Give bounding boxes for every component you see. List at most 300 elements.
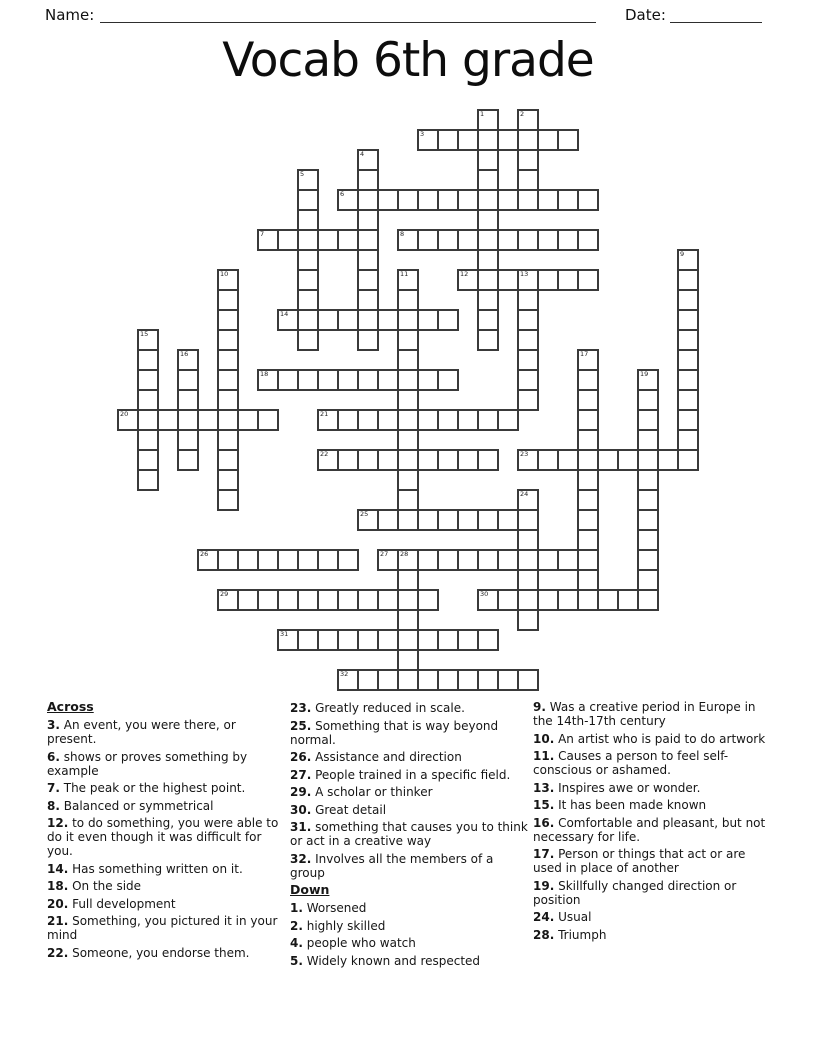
- grid-cell-r10-c10[interactable]: [317, 309, 339, 331]
- grid-cell-r19-c5[interactable]: [217, 489, 239, 511]
- grid-cell-r13-c15[interactable]: [417, 369, 439, 391]
- grid-cell-r22-c13[interactable]: [377, 549, 399, 571]
- grid-cell-r26-c17[interactable]: [457, 629, 479, 651]
- grid-cell-r16-c1[interactable]: [137, 429, 159, 451]
- grid-cell-r22-c23[interactable]: [577, 549, 599, 571]
- grid-cell-r6-c18[interactable]: [477, 229, 499, 251]
- grid-cell-r18-c14[interactable]: [397, 469, 419, 491]
- grid-cell-r8-c9[interactable]: [297, 269, 319, 291]
- grid-cell-r6-c9[interactable]: [297, 229, 319, 251]
- grid-cell-r26-c11[interactable]: [337, 629, 359, 651]
- grid-cell-r13-c23[interactable]: [577, 369, 599, 391]
- grid-cell-r17-c27[interactable]: [657, 449, 679, 471]
- grid-cell-r7-c18[interactable]: [477, 249, 499, 271]
- grid-cell-r14-c28[interactable]: [677, 389, 699, 411]
- grid-cell-r11-c5[interactable]: [217, 329, 239, 351]
- grid-cell-r24-c11[interactable]: [337, 589, 359, 611]
- cell-number-28: 28: [400, 550, 409, 558]
- grid-cell-r15-c10[interactable]: [317, 409, 339, 431]
- grid-cell-r22-c15[interactable]: [417, 549, 439, 571]
- grid-cell-r19-c20[interactable]: [517, 489, 539, 511]
- grid-cell-r28-c17[interactable]: [457, 669, 479, 691]
- grid-cell-r24-c7[interactable]: [257, 589, 279, 611]
- grid-cell-r17-c17[interactable]: [457, 449, 479, 471]
- grid-cell-r8-c14[interactable]: [397, 269, 419, 291]
- grid-cell-r23-c20[interactable]: [517, 569, 539, 591]
- grid-cell-r22-c18[interactable]: [477, 549, 499, 571]
- grid-cell-r16-c5[interactable]: [217, 429, 239, 451]
- grid-cell-r24-c21[interactable]: [537, 589, 559, 611]
- clues-column-2: [290, 701, 530, 971]
- grid-cell-r11-c1[interactable]: [137, 329, 159, 351]
- grid-cell-r20-c14[interactable]: [397, 509, 419, 531]
- grid-cell-r28-c18[interactable]: [477, 669, 499, 691]
- grid-cell-r17-c10[interactable]: [317, 449, 339, 471]
- grid-cell-r17-c28[interactable]: [677, 449, 699, 471]
- grid-cell-r26-c14[interactable]: [397, 629, 419, 651]
- grid-cell-r4-c23[interactable]: [577, 189, 599, 211]
- grid-cell-r17-c5[interactable]: [217, 449, 239, 471]
- grid-cell-r12-c14[interactable]: [397, 349, 419, 371]
- grid-cell-r18-c1[interactable]: [137, 469, 159, 491]
- grid-cell-r14-c20[interactable]: [517, 389, 539, 411]
- grid-cell-r6-c10[interactable]: [317, 229, 339, 251]
- clue-down-28: 28. Triumph: [533, 927, 607, 942]
- grid-cell-r20-c15[interactable]: [417, 509, 439, 531]
- grid-cell-r17-c24[interactable]: [597, 449, 619, 471]
- grid-cell-r1-c20[interactable]: [517, 129, 539, 151]
- grid-cell-r10-c28[interactable]: [677, 309, 699, 331]
- grid-cell-r26-c16[interactable]: [437, 629, 459, 651]
- grid-cell-r10-c11[interactable]: [337, 309, 359, 331]
- grid-cell-r17-c23[interactable]: [577, 449, 599, 471]
- grid-cell-r24-c10[interactable]: [317, 589, 339, 611]
- grid-cell-r9-c18[interactable]: [477, 289, 499, 311]
- grid-cell-r3-c18[interactable]: [477, 169, 499, 191]
- grid-cell-r8-c17[interactable]: [457, 269, 479, 291]
- grid-cell-r3-c9[interactable]: [297, 169, 319, 191]
- grid-cell-r17-c16[interactable]: [437, 449, 459, 471]
- grid-cell-r3-c20[interactable]: [517, 169, 539, 191]
- grid-cell-r6-c12[interactable]: [357, 229, 379, 251]
- grid-cell-r28-c14[interactable]: [397, 669, 419, 691]
- grid-cell-r4-c17[interactable]: [457, 189, 479, 211]
- grid-cell-r4-c22[interactable]: [557, 189, 579, 211]
- grid-cell-r10-c12[interactable]: [357, 309, 379, 331]
- cell-number-1: 1: [480, 110, 485, 118]
- grid-cell-r22-c20[interactable]: [517, 549, 539, 571]
- grid-cell-r24-c26[interactable]: [637, 589, 659, 611]
- cell-number-29: 29: [220, 590, 229, 598]
- grid-cell-r14-c14[interactable]: [397, 389, 419, 411]
- grid-cell-r24-c9[interactable]: [297, 589, 319, 611]
- cell-number-24: 24: [520, 490, 529, 498]
- grid-cell-r24-c6[interactable]: [237, 589, 259, 611]
- grid-cell-r12-c20[interactable]: [517, 349, 539, 371]
- grid-cell-r17-c22[interactable]: [557, 449, 579, 471]
- grid-cell-r7-c12[interactable]: [357, 249, 379, 271]
- grid-cell-r15-c1[interactable]: [137, 409, 159, 431]
- grid-cell-r24-c24[interactable]: [597, 589, 619, 611]
- clue-down-2: 2. highly skilled: [290, 918, 386, 933]
- grid-cell-r13-c10[interactable]: [317, 369, 339, 391]
- grid-cell-r13-c14[interactable]: [397, 369, 419, 391]
- grid-cell-r6-c23[interactable]: [577, 229, 599, 251]
- grid-cell-r6-c21[interactable]: [537, 229, 559, 251]
- grid-cell-r12-c3[interactable]: [177, 349, 199, 371]
- grid-cell-r17-c1[interactable]: [137, 449, 159, 471]
- grid-cell-r17-c21[interactable]: [537, 449, 559, 471]
- grid-cell-r15-c2[interactable]: [157, 409, 179, 431]
- grid-cell-r22-c9[interactable]: [297, 549, 319, 571]
- clue-down-17: 17. Person or things that act or are used in place of another: [533, 847, 746, 875]
- grid-cell-r6-c16[interactable]: [437, 229, 459, 251]
- grid-cell-r22-c11[interactable]: [337, 549, 359, 571]
- grid-cell-r4-c19[interactable]: [497, 189, 519, 211]
- grid-cell-r16-c26[interactable]: [637, 429, 659, 451]
- grid-cell-r13-c20[interactable]: [517, 369, 539, 391]
- grid-cell-r16-c28[interactable]: [677, 429, 699, 451]
- grid-cell-r8-c23[interactable]: [577, 269, 599, 291]
- grid-cell-r22-c22[interactable]: [557, 549, 579, 571]
- grid-cell-r6-c15[interactable]: [417, 229, 439, 251]
- grid-cell-r24-c25[interactable]: [617, 589, 639, 611]
- grid-cell-r10-c8[interactable]: [277, 309, 299, 331]
- grid-cell-r14-c3[interactable]: [177, 389, 199, 411]
- grid-cell-r2-c20[interactable]: [517, 149, 539, 171]
- cell-number-20: 20: [120, 410, 129, 418]
- cell-number-18: 18: [260, 370, 269, 378]
- grid-cell-r13-c26[interactable]: [637, 369, 659, 391]
- page-title: Vocab 6th grade: [222, 33, 594, 88]
- grid-cell-r6-c22[interactable]: [557, 229, 579, 251]
- grid-cell-r13-c13[interactable]: [377, 369, 399, 391]
- grid-cell-r14-c5[interactable]: [217, 389, 239, 411]
- grid-cell-r8-c22[interactable]: [557, 269, 579, 291]
- grid-cell-r23-c14[interactable]: [397, 569, 419, 591]
- grid-cell-r15-c11[interactable]: [337, 409, 359, 431]
- grid-cell-r28-c13[interactable]: [377, 669, 399, 691]
- grid-cell-r15-c17[interactable]: [457, 409, 479, 431]
- grid-cell-r28-c15[interactable]: [417, 669, 439, 691]
- grid-cell-r25-c14[interactable]: [397, 609, 419, 631]
- grid-cell-r11-c9[interactable]: [297, 329, 319, 351]
- grid-cell-r20-c16[interactable]: [437, 509, 459, 531]
- grid-cell-r20-c17[interactable]: [457, 509, 479, 531]
- grid-cell-r22-c16[interactable]: [437, 549, 459, 571]
- cell-number-9: 9: [680, 250, 685, 258]
- grid-cell-r15-c15[interactable]: [417, 409, 439, 431]
- grid-cell-r11-c14[interactable]: [397, 329, 419, 351]
- grid-cell-r22-c5[interactable]: [217, 549, 239, 571]
- grid-cell-r12-c5[interactable]: [217, 349, 239, 371]
- grid-cell-r4-c21[interactable]: [537, 189, 559, 211]
- date-input-line[interactable]: [670, 21, 762, 23]
- grid-cell-r15-c5[interactable]: [217, 409, 239, 431]
- cell-number-7: 7: [260, 230, 265, 238]
- grid-cell-r17-c3[interactable]: [177, 449, 199, 471]
- grid-cell-r28-c11[interactable]: [337, 669, 359, 691]
- grid-cell-r8-c5[interactable]: [217, 269, 239, 291]
- clue-across-20: 20. Full development: [47, 896, 176, 911]
- grid-cell-r13-c11[interactable]: [337, 369, 359, 391]
- grid-cell-r28-c20[interactable]: [517, 669, 539, 691]
- grid-cell-r8-c21[interactable]: [537, 269, 559, 291]
- grid-cell-r24-c8[interactable]: [277, 589, 299, 611]
- grid-cell-r12-c23[interactable]: [577, 349, 599, 371]
- grid-cell-r24-c12[interactable]: [357, 589, 379, 611]
- grid-cell-r16-c3[interactable]: [177, 429, 199, 451]
- grid-cell-r20-c20[interactable]: [517, 509, 539, 531]
- grid-cell-r16-c23[interactable]: [577, 429, 599, 451]
- grid-cell-r26-c15[interactable]: [417, 629, 439, 651]
- grid-cell-r17-c25[interactable]: [617, 449, 639, 471]
- cell-number-14: 14: [280, 310, 289, 318]
- grid-cell-r15-c28[interactable]: [677, 409, 699, 431]
- grid-cell-r20-c13[interactable]: [377, 509, 399, 531]
- grid-cell-r13-c16[interactable]: [437, 369, 459, 391]
- grid-cell-r8-c19[interactable]: [497, 269, 519, 291]
- grid-cell-r22-c4[interactable]: [197, 549, 219, 571]
- grid-cell-r13-c3[interactable]: [177, 369, 199, 391]
- grid-cell-r1-c18[interactable]: [477, 129, 499, 151]
- grid-cell-r6-c11[interactable]: [337, 229, 359, 251]
- grid-cell-r4-c20[interactable]: [517, 189, 539, 211]
- grid-cell-r18-c26[interactable]: [637, 469, 659, 491]
- grid-cell-r26-c12[interactable]: [357, 629, 379, 651]
- grid-cell-r10-c14[interactable]: [397, 309, 419, 331]
- grid-cell-r24-c13[interactable]: [377, 589, 399, 611]
- grid-cell-r11-c28[interactable]: [677, 329, 699, 351]
- grid-cell-r20-c23[interactable]: [577, 509, 599, 531]
- grid-cell-r15-c19[interactable]: [497, 409, 519, 431]
- grid-cell-r11-c20[interactable]: [517, 329, 539, 351]
- grid-cell-r22-c21[interactable]: [537, 549, 559, 571]
- grid-cell-r28-c12[interactable]: [357, 669, 379, 691]
- grid-cell-r1-c15[interactable]: [417, 129, 439, 151]
- grid-cell-r24-c23[interactable]: [577, 589, 599, 611]
- grid-cell-r17-c18[interactable]: [477, 449, 499, 471]
- grid-cell-r10-c5[interactable]: [217, 309, 239, 331]
- grid-cell-r19-c23[interactable]: [577, 489, 599, 511]
- grid-cell-r26-c8[interactable]: [277, 629, 299, 651]
- grid-cell-r8-c12[interactable]: [357, 269, 379, 291]
- grid-cell-r26-c18[interactable]: [477, 629, 499, 651]
- grid-cell-r23-c23[interactable]: [577, 569, 599, 591]
- grid-cell-r11-c18[interactable]: [477, 329, 499, 351]
- cell-number-32: 32: [340, 670, 349, 678]
- grid-cell-r18-c23[interactable]: [577, 469, 599, 491]
- grid-cell-r13-c9[interactable]: [297, 369, 319, 391]
- clue-down-15: 15. It has been made known: [533, 798, 707, 812]
- clue-down-16: 16. Comfortable and pleasant, but not necessary for life.: [533, 815, 766, 844]
- grid-cell-r22-c10[interactable]: [317, 549, 339, 571]
- grid-cell-r9-c5[interactable]: [217, 289, 239, 311]
- grid-cell-r26-c10[interactable]: [317, 629, 339, 651]
- grid-cell-r6-c17[interactable]: [457, 229, 479, 251]
- grid-cell-r10-c18[interactable]: [477, 309, 499, 331]
- grid-cell-r2-c12[interactable]: [357, 149, 379, 171]
- grid-cell-r6-c7[interactable]: [257, 229, 279, 251]
- grid-cell-r17-c14[interactable]: [397, 449, 419, 471]
- grid-cell-r16-c14[interactable]: [397, 429, 419, 451]
- grid-cell-r10-c9[interactable]: [297, 309, 319, 331]
- grid-cell-r14-c1[interactable]: [137, 389, 159, 411]
- grid-cell-r23-c26[interactable]: [637, 569, 659, 591]
- grid-cell-r12-c1[interactable]: [137, 349, 159, 371]
- clue-down-10: 10. An artist who is paid to do artwork: [533, 731, 766, 746]
- grid-cell-r4-c18[interactable]: [477, 189, 499, 211]
- grid-cell-r21-c26[interactable]: [637, 529, 659, 551]
- clue-across-23: 23. Greatly reduced in scale.: [290, 701, 465, 715]
- grid-cell-r18-c5[interactable]: [217, 469, 239, 491]
- grid-cell-r15-c18[interactable]: [477, 409, 499, 431]
- grid-cell-r22-c19[interactable]: [497, 549, 519, 571]
- grid-cell-r25-c20[interactable]: [517, 609, 539, 631]
- grid-cell-r0-c20[interactable]: [517, 109, 539, 131]
- grid-cell-r26-c13[interactable]: [377, 629, 399, 651]
- grid-cell-r13-c28[interactable]: [677, 369, 699, 391]
- grid-cell-r1-c22[interactable]: [557, 129, 579, 151]
- grid-cell-r15-c4[interactable]: [197, 409, 219, 431]
- grid-cell-r9-c12[interactable]: [357, 289, 379, 311]
- grid-cell-r14-c26[interactable]: [637, 389, 659, 411]
- grid-cell-r27-c14[interactable]: [397, 649, 419, 671]
- clue-across-7: 7. The peak or the highest point.: [47, 781, 246, 795]
- cell-number-11: 11: [400, 270, 409, 278]
- grid-cell-r13-c12[interactable]: [357, 369, 379, 391]
- grid-cell-r1-c17[interactable]: [457, 129, 479, 151]
- grid-cell-r9-c9[interactable]: [297, 289, 319, 311]
- grid-cell-r17-c12[interactable]: [357, 449, 379, 471]
- name-input-line[interactable]: [100, 21, 596, 23]
- grid-cell-r4-c15[interactable]: [417, 189, 439, 211]
- grid-cell-r3-c12[interactable]: [357, 169, 379, 191]
- clue-across-22: 22. Someone, you endorse them.: [47, 945, 250, 960]
- grid-cell-r24-c14[interactable]: [397, 589, 419, 611]
- grid-cell-r22-c6[interactable]: [237, 549, 259, 571]
- grid-cell-r17-c26[interactable]: [637, 449, 659, 471]
- grid-cell-r9-c14[interactable]: [397, 289, 419, 311]
- grid-cell-r4-c16[interactable]: [437, 189, 459, 211]
- grid-cell-r8-c28[interactable]: [677, 269, 699, 291]
- grid-cell-r10-c16[interactable]: [437, 309, 459, 331]
- grid-cell-r19-c26[interactable]: [637, 489, 659, 511]
- grid-cell-r10-c20[interactable]: [517, 309, 539, 331]
- grid-cell-r22-c26[interactable]: [637, 549, 659, 571]
- grid-cell-r15-c26[interactable]: [637, 409, 659, 431]
- grid-cell-r12-c28[interactable]: [677, 349, 699, 371]
- clue-across-26: 26. Assistance and direction: [290, 750, 462, 764]
- grid-cell-r24-c18[interactable]: [477, 589, 499, 611]
- grid-cell-r6-c19[interactable]: [497, 229, 519, 251]
- grid-cell-r15-c12[interactable]: [357, 409, 379, 431]
- grid-cell-r0-c18[interactable]: [477, 109, 499, 131]
- grid-cell-r5-c18[interactable]: [477, 209, 499, 231]
- grid-cell-r13-c7[interactable]: [257, 369, 279, 391]
- grid-cell-r5-c12[interactable]: [357, 209, 379, 231]
- grid-cell-r5-c9[interactable]: [297, 209, 319, 231]
- grid-cell-r17-c11[interactable]: [337, 449, 359, 471]
- grid-cell-r15-c16[interactable]: [437, 409, 459, 431]
- grid-cell-r20-c18[interactable]: [477, 509, 499, 531]
- clue-down-9: 9. Was a creative period in Europe in the 14th-17th century: [533, 700, 756, 728]
- grid-cell-r20-c26[interactable]: [637, 509, 659, 531]
- grid-cell-r4-c13[interactable]: [377, 189, 399, 211]
- cell-number-26: 26: [200, 550, 209, 558]
- clue-across-3: 3. An event, you were there, or present.: [47, 718, 236, 746]
- grid-cell-r6-c8[interactable]: [277, 229, 299, 251]
- grid-cell-r24-c19[interactable]: [497, 589, 519, 611]
- grid-cell-r28-c16[interactable]: [437, 669, 459, 691]
- grid-cell-r1-c19[interactable]: [497, 129, 519, 151]
- cell-number-3: 3: [420, 130, 425, 138]
- grid-cell-r15-c14[interactable]: [397, 409, 419, 431]
- grid-cell-r13-c8[interactable]: [277, 369, 299, 391]
- grid-cell-r6-c20[interactable]: [517, 229, 539, 251]
- grid-cell-r15-c13[interactable]: [377, 409, 399, 431]
- grid-cell-r8-c20[interactable]: [517, 269, 539, 291]
- clue-down-24: 24. Usual: [533, 910, 592, 924]
- grid-cell-r10-c13[interactable]: [377, 309, 399, 331]
- grid-cell-r22-c14[interactable]: [397, 549, 419, 571]
- grid-cell-r22-c17[interactable]: [457, 549, 479, 571]
- grid-cell-r9-c20[interactable]: [517, 289, 539, 311]
- grid-cell-r17-c13[interactable]: [377, 449, 399, 471]
- grid-cell-r19-c14[interactable]: [397, 489, 419, 511]
- grid-cell-r7-c28[interactable]: [677, 249, 699, 271]
- grid-cell-r15-c6[interactable]: [237, 409, 259, 431]
- grid-cell-r15-c7[interactable]: [257, 409, 279, 431]
- grid-cell-r4-c9[interactable]: [297, 189, 319, 211]
- grid-cell-r1-c16[interactable]: [437, 129, 459, 151]
- grid-cell-r2-c18[interactable]: [477, 149, 499, 171]
- grid-cell-r20-c19[interactable]: [497, 509, 519, 531]
- clue-across-14: 14. Has something written on it.: [47, 861, 243, 876]
- grid-cell-r13-c5[interactable]: [217, 369, 239, 391]
- grid-cell-r24-c5[interactable]: [217, 589, 239, 611]
- grid-cell-r24-c22[interactable]: [557, 589, 579, 611]
- grid-cell-r7-c9[interactable]: [297, 249, 319, 271]
- grid-cell-r24-c15[interactable]: [417, 589, 439, 611]
- grid-cell-r21-c23[interactable]: [577, 529, 599, 551]
- grid-cell-r28-c19[interactable]: [497, 669, 519, 691]
- grid-cell-r22-c8[interactable]: [277, 549, 299, 571]
- grid-cell-r9-c28[interactable]: [677, 289, 699, 311]
- clue-down-4: 4. people who watch: [290, 936, 416, 950]
- grid-cell-r4-c11[interactable]: [337, 189, 359, 211]
- grid-cell-r1-c21[interactable]: [537, 129, 559, 151]
- grid-cell-r26-c9[interactable]: [297, 629, 319, 651]
- grid-cell-r24-c20[interactable]: [517, 589, 539, 611]
- grid-cell-r10-c15[interactable]: [417, 309, 439, 331]
- grid-cell-r6-c14[interactable]: [397, 229, 419, 251]
- grid-cell-r20-c12[interactable]: [357, 509, 379, 531]
- grid-cell-r4-c12[interactable]: [357, 189, 379, 211]
- grid-cell-r17-c20[interactable]: [517, 449, 539, 471]
- grid-cell-r4-c14[interactable]: [397, 189, 419, 211]
- grid-cell-r15-c0[interactable]: [117, 409, 139, 431]
- grid-cell-r15-c23[interactable]: [577, 409, 599, 431]
- grid-cell-r11-c12[interactable]: [357, 329, 379, 351]
- grid-cell-r15-c3[interactable]: [177, 409, 199, 431]
- grid-cell-r13-c1[interactable]: [137, 369, 159, 391]
- grid-cell-r21-c20[interactable]: [517, 529, 539, 551]
- grid-cell-r14-c23[interactable]: [577, 389, 599, 411]
- grid-cell-r22-c7[interactable]: [257, 549, 279, 571]
- grid-cell-r8-c18[interactable]: [477, 269, 499, 291]
- grid-cell-r17-c15[interactable]: [417, 449, 439, 471]
